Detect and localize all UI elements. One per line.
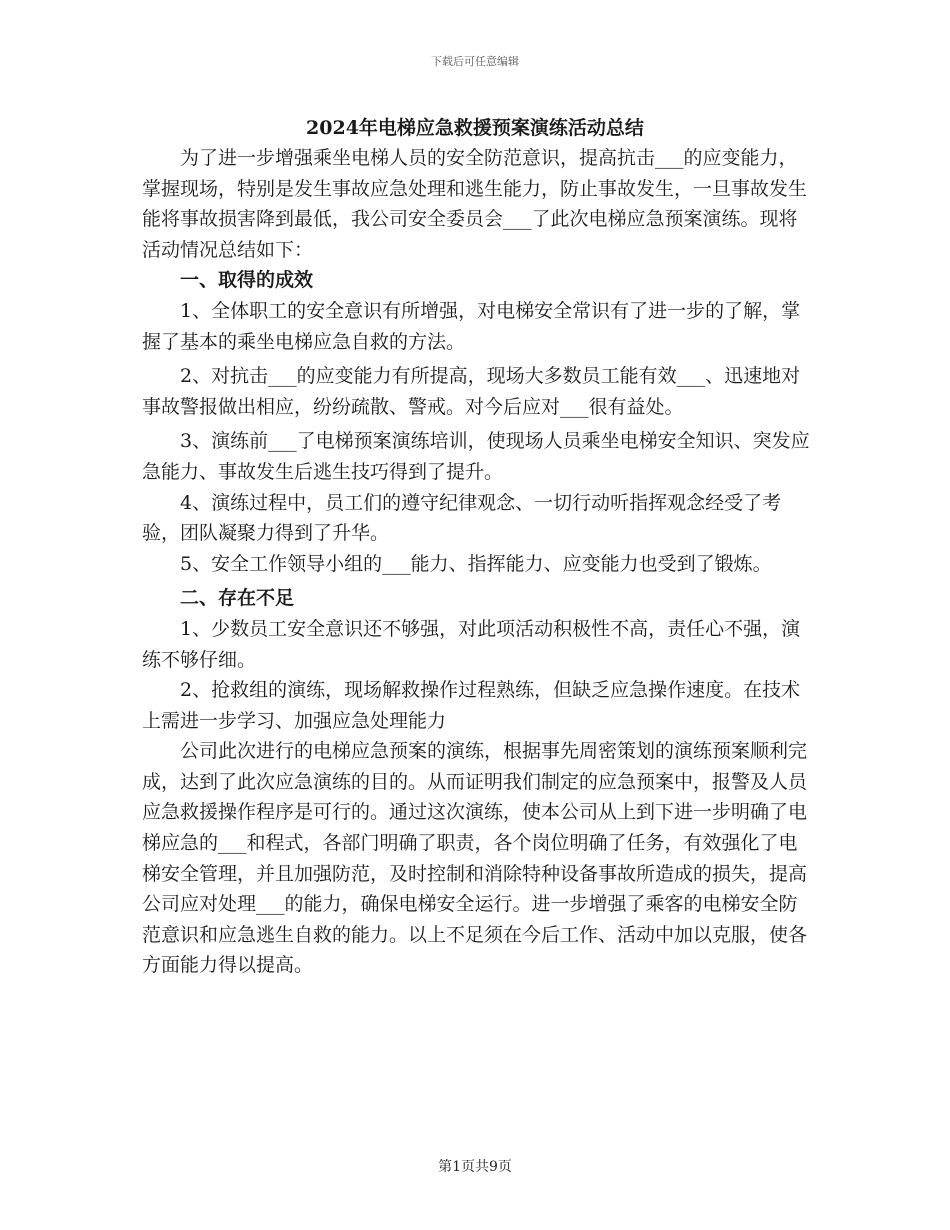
conclusion-paragraph: 公司此次进行的电梯应急预案的演练，根据事先周密策划的演练预案顺利完成，达到了此次应急演练的目的。从而证明我们制定的应急预案中，报警及人员应急救援操作程序是可行的。通过这次演练，使本公司从上到下进一步明确了电梯应急的___和程式，各部门明确了职责，各个岗位明确了任务，有效强化了电梯安全管理，并且加强防范，及时控制和消除特种设备事故所造成的损失，提高公司应对处理___的能力，确保电梯安全运行。进一步增强了乘客的电梯安全防范意识和应急逃生自救的能力。以上不足须在今后工作、活动中加以克服，使各方面能力得以提高。 xyxy=(142,740,808,977)
document-body xyxy=(142,143,812,981)
document-title: 2024年电梯应急救援预案演练活动总结 xyxy=(306,117,644,139)
list-item: 1、少数员工安全意识还不够强，对此项活动积极性不高，责任心不强，演练不够仔细。 xyxy=(142,617,801,671)
list-item: 1、全体职工的安全意识有所增强，对电梯安全常识有了进一步的了解，掌握了基本的乘坐电梯应急自救的方法。 xyxy=(142,299,801,353)
list-item: 3、演练前___了电梯预案演练培训，使现场人员乘坐电梯安全知识、突发应急能力、事故发生后逃生技巧得到了提升。 xyxy=(142,430,810,483)
intro-paragraph: 为了进一步增强乘坐电梯人员的安全防范意识，提高抗击___的应变能力，掌握现场，特别是发生事故应急处理和逃生能力，防止事故发生，一旦事故发生能将事故损害降到最低，我公司安全委员会___了此次电梯应急预案演练。现将活动情况总结如下： xyxy=(142,147,808,261)
page-number: 第1页共9页 xyxy=(438,1159,512,1175)
list-item: 2、对抗击___的应变能力有所提高，现场大多数员工能有效___、迅速地对事故警报做出相应，纷纷疏散、警戒。对今后应对___很有益处。 xyxy=(142,365,801,418)
list-item: 5、安全工作领导小组的___能力、指挥能力、应变能力也受到了锻炼。 xyxy=(180,552,772,575)
page-header-note: 下载后可任意编辑 xyxy=(431,55,519,68)
section-heading-shortcomings: 二、存在不足 xyxy=(180,587,295,610)
section-heading-achievements: 一、取得的成效 xyxy=(180,269,314,292)
list-item: 4、演练过程中，员工们的遵守纪律观念、一切行动听指挥观念经受了考验，团队凝聚力得到了升华。 xyxy=(142,491,782,545)
list-item: 2、抢救组的演练，现场解救操作过程熟练，但缺乏应急操作速度。在技术上需进一步学习、加强应急处理能力 xyxy=(142,679,801,732)
